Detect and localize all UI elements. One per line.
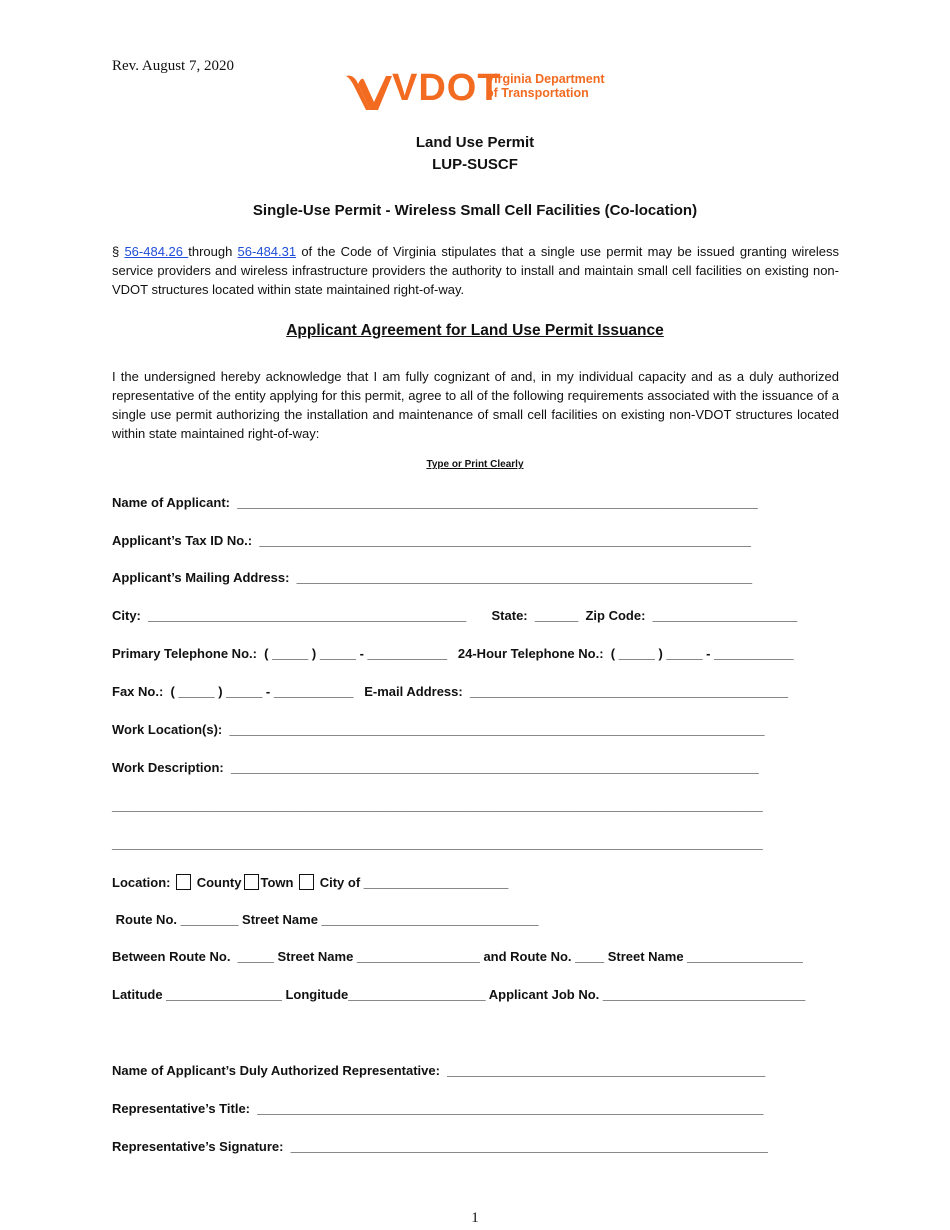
town-label: Town — [260, 875, 298, 890]
agreement-title: Applicant Agreement for Land Use Permit Issuance — [286, 322, 664, 339]
city-of-checkbox[interactable] — [299, 874, 314, 890]
location-row — [112, 874, 508, 890]
code-link-56-484-26[interactable]: 56-484.26 — [124, 244, 189, 259]
work-location-field[interactable]: Work Location(s): __________________________________________________________________________ — [112, 722, 765, 737]
work-description-field[interactable]: Work Description: _________________________________________________________________________ — [112, 760, 759, 775]
representative-signature-field[interactable]: Representative’s Signature: __________________________________________________________________ — [112, 1139, 768, 1154]
tax-id-field[interactable]: Applicant’s Tax ID No.: ____________________________________________________________________ — [112, 533, 751, 548]
county-checkbox[interactable] — [176, 874, 191, 890]
mailing-address-field[interactable]: Applicant’s Mailing Address: _______________________________________________________________ — [112, 570, 753, 585]
telephone-row[interactable]: Primary Telephone No.: ( _____ ) _____ - ___________ 24-Hour Telephone No.: ( _____ ) _____ - ___________ — [112, 646, 794, 661]
representative-name-field[interactable]: Name of Applicant’s Duly Authorized Representative: ____________________________________________ — [112, 1063, 766, 1078]
work-description-line-2[interactable]: __________________________________________________________________________________________ — [112, 798, 763, 813]
dept-line-2: of Transportation — [486, 86, 589, 100]
form-code: LUP-SUSCF — [432, 156, 518, 173]
intro-paragraph — [112, 242, 839, 299]
agreement-paragraph: I the undersigned hereby acknowledge that I am fully cognizant of and, in my individual capacity and as a duly authorized representative of the entity applying for this permit, agree to all of the following requirements associated with the issuance of a single use permit authorizing the installation and maintenance of small cell facilities on existing non-VDOT structures located within state maintained right-of-way: — [112, 369, 839, 441]
city-of-field[interactable]: City of ____________________ — [316, 875, 509, 890]
town-checkbox[interactable] — [244, 874, 259, 890]
vdot-logo-text: VDOT — [392, 67, 502, 109]
city-state-zip-row[interactable]: City: ____________________________________________ State: ______ Zip Code: ____________________ — [112, 608, 798, 623]
code-link-56-484-31[interactable]: 56-484.31 — [237, 244, 297, 259]
representative-title-field[interactable]: Representative’s Title: ______________________________________________________________________ — [112, 1101, 764, 1116]
county-label: County — [193, 875, 242, 890]
page-number: 1 — [471, 1210, 479, 1226]
name-of-applicant-field[interactable]: Name of Applicant: ________________________________________________________________________ — [112, 495, 758, 510]
route-street-row[interactable]: Route No. ________ Street Name ______________________________ — [112, 912, 539, 927]
print-clearly-note: Type or Print Clearly — [426, 459, 524, 470]
between-route-row[interactable]: Between Route No. _____ Street Name _________________ and Route No. ____ Street Name ________________ — [112, 949, 803, 964]
department-name — [486, 72, 605, 100]
form-subtitle: Single-Use Permit - Wireless Small Cell Facilities (Co-location) — [252, 202, 698, 219]
work-description-line-3[interactable]: __________________________________________________________________________________________ — [112, 836, 763, 851]
page-title: Land Use Permit — [415, 134, 535, 151]
intro-text: of the Code of Virginia stipulates that a single use permit may be issued granting wireless service providers and wireless infrastructure providers the authority to install and maintain small cell facilities on existing non-VDOT structures located within state maintained right-of-way. — [112, 244, 839, 297]
location-label: Location: — [112, 875, 175, 890]
through-text: through — [188, 244, 238, 259]
vdot-logo — [344, 67, 614, 116]
revision-date: Rev. August 7, 2020 — [112, 58, 234, 74]
latitude-longitude-row[interactable]: Latitude ________________ Longitude___________________ Applicant Job No. ____________________________ — [112, 987, 806, 1002]
section-symbol: § — [112, 244, 125, 259]
dept-line-1: Virginia Department — [486, 72, 605, 86]
fax-email-row[interactable]: Fax No.: ( _____ ) _____ - ___________ E-mail Address: ____________________________________________ — [112, 684, 789, 699]
